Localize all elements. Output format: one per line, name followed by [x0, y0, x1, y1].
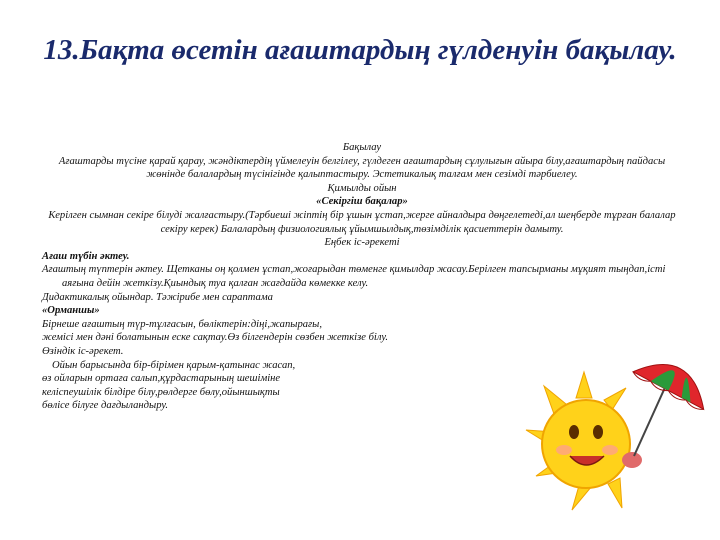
paragraph-forester-2: жемісі мен дәні болатынын еске сақтау.Өз білгендерін сөзбен жеткізе білу.	[42, 332, 389, 344]
paragraph-independent-1: Ойын барысында бір-бірімен қарым-қатынас жасап,	[52, 359, 296, 371]
game-name-forester: «Орманшы»	[42, 305, 100, 317]
paragraph-independent-4: бөлісе білуге дағдыландыру.	[42, 400, 169, 412]
paragraph-labor: Ағаштың түптерін әктеу. Щетканы оң қолмен ұстап,жоғарыдан төменге қимылдар жасау.Берілген тапсырманы мұқият тыңдап,істі аяғына дейін жеткізу.Қиындық туа қалған жағдайда көмекке келу.	[42, 264, 666, 289]
page-title: 13.Бақта өсетін ағаштардың гүлденуін бақылау.	[43, 34, 677, 66]
heading-didactic: Дидактикалық ойындар. Тәжірибе мен сараптама	[42, 291, 273, 303]
heading-active-game: Қимылды ойын	[327, 182, 397, 194]
paragraph-game: Керілген сымнан секіре білуді жалғастыру.(Тәрбиеші жіптің бір ұшын ұстап,жерге айналдыра дөңгелетеді,ал шеңберде тұрған балалар секіру керек) Балалардың физиологиялық ұйымшылдық,төзімділік қасиеттерін дамыту.	[48, 209, 676, 235]
heading-labor: Еңбек іс-әрекеті	[324, 237, 400, 249]
heading-observation: Бақылау	[342, 142, 382, 153]
paragraph-observation: Ағаштарды түсіне қарай қарау, жәндіктердің үймелеуін белгілеу, гүлдеген ағаштардың сұлулығын айыра білу,ағаштардың пайдасы жөнінде балалардың түсінігінде қалыптастыру. Эстетикалық талғам мен сезімді тәрбиелеу.	[58, 155, 666, 181]
labor-title: Ағаш түбін әктеу.	[42, 250, 130, 262]
paragraph-independent-2: өз ойларын ортаға салып,құрдастарының шешіміне	[42, 373, 281, 385]
paragraph-forester-1: Бірнеше ағаштың түр-тұлғасын, бөліктерін:діңі,жапырағы,	[42, 318, 323, 330]
heading-independent: Өзіндік іс-әрекет.	[42, 345, 124, 357]
sun-with-umbrella-icon	[514, 352, 714, 527]
game-name-frogs: «Секіргіш бақалар»	[316, 196, 408, 208]
paragraph-independent-3: келіспеушілік білдіре білу,рөлдерге бөлу,ойыншықты	[42, 386, 280, 398]
